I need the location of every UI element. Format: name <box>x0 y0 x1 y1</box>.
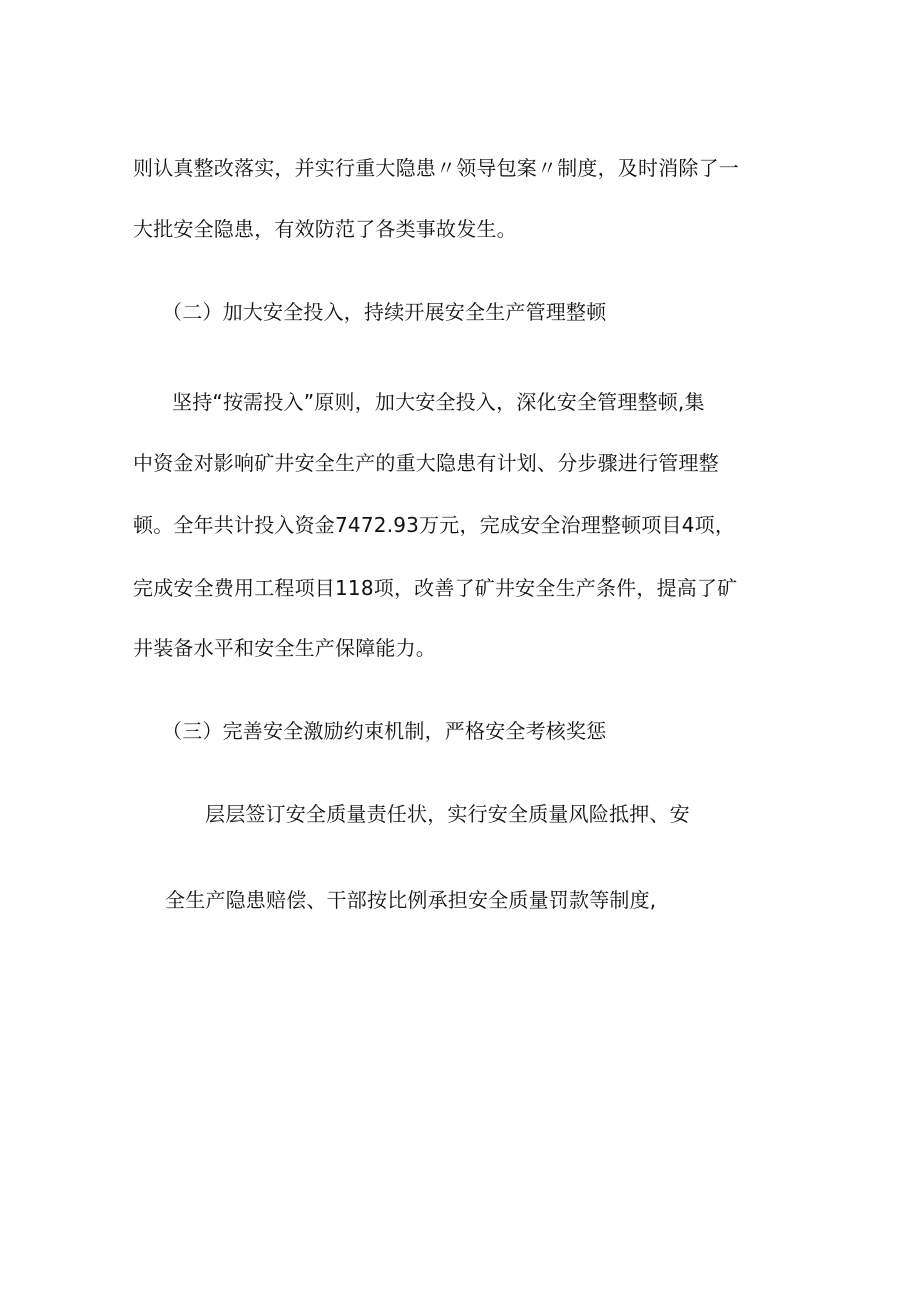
paragraph-1-line-2: 大批安全隐患，有效防范了各类事故发生。 <box>133 217 517 241</box>
paragraph-3-line-2: 全生产隐患赔偿、干部按比例承担安全质量罚款等制度, <box>165 888 657 912</box>
section-2-heading: （二）加大安全投入，持续开展安全生产管理整顿 <box>162 300 607 324</box>
section-3-heading: （三）完善安全激励约束机制，严格安全考核奖惩 <box>162 719 607 743</box>
paragraph-2-line-2: 中资金对影响矿井安全生产的重大隐患有计划、分步骤进行管理整 <box>133 451 719 475</box>
paragraph-2-line-5: 井装备水平和安全生产保障能力。 <box>133 636 436 660</box>
paragraph-2-line-4: 完成安全费用工程项目118项，改善了矿井安全生产条件，提高了矿 <box>133 576 738 600</box>
paragraph-2-line-1: 坚持“按需投入”原则，加大安全投入，深化安全管理整顿,集 <box>172 390 705 414</box>
paragraph-3-line-1: 层层签订安全质量责任状，实行安全质量风险抵押、安 <box>205 802 690 826</box>
paragraph-1-line-1: 则认真整改落实，并实行重大隐患〃领导包案〃制度，及时消除了一 <box>133 156 739 180</box>
paragraph-2-line-3: 顿。全年共计投入资金7472.93万元，完成安全治理整顿项目4项， <box>133 513 736 537</box>
